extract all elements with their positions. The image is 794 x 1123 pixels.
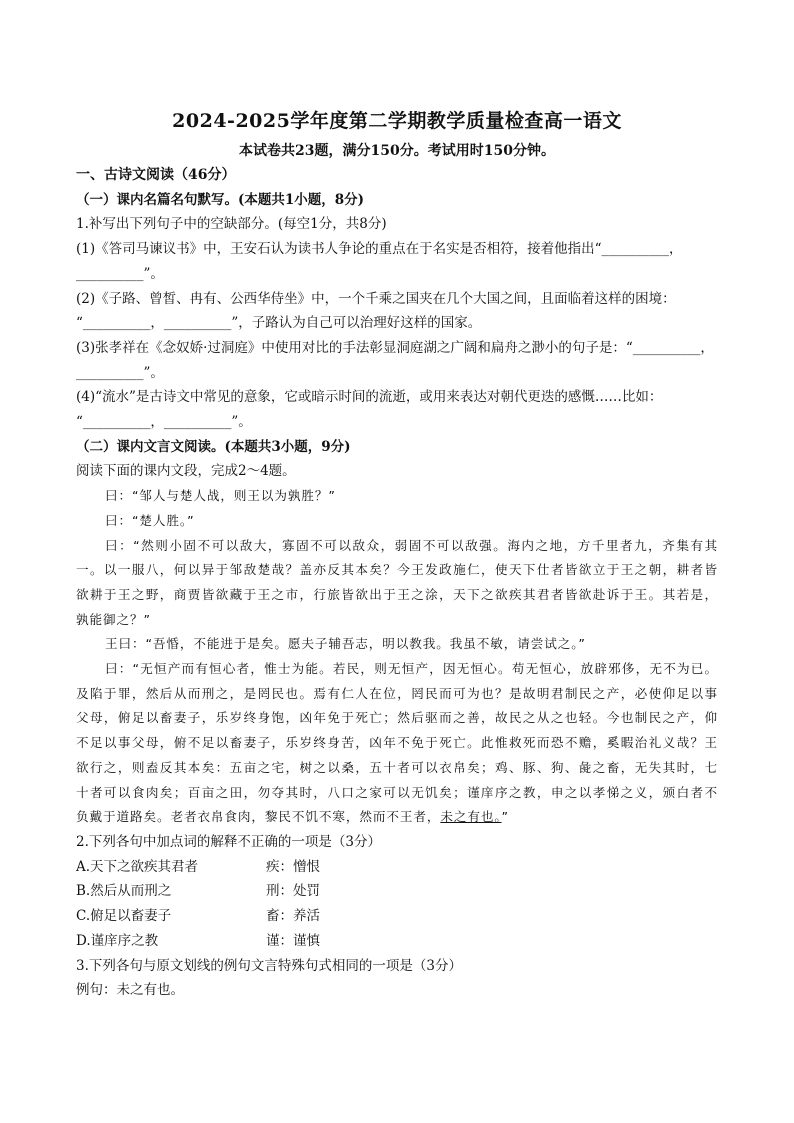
passage-line: 孰能御之？” bbox=[76, 611, 151, 627]
passage-line: 曰：“邹人与楚人战，则王以为孰胜？” bbox=[105, 488, 336, 504]
option-gloss: 疾：憎恨 bbox=[266, 858, 320, 875]
question-3: 3.下列各句与原文划线的例句文言特殊句式相同的一项是（3分） bbox=[76, 957, 462, 974]
exam-subtitle: 本试卷共23题，满分150分。考试用时150分钟。 bbox=[239, 143, 555, 159]
sec2-heading: （二）课内文言文阅读。(本题共3小题，9分) bbox=[76, 438, 351, 455]
option-sentence: A.天下之欲疾其君者 bbox=[76, 858, 199, 875]
q1-line: (4)“流水”是古诗文中常见的意象，它或暗示时间的流逝，或用来表达对朝代更迭的感慨……比如： bbox=[76, 389, 663, 406]
exam-title: 2024-2025学年度第二学期教学质量检查高一语文 bbox=[172, 110, 622, 132]
passage-line: 曰：“然则小固不可以敌大，寡固不可以敌众，弱固不可以敌强。海内之地，方千里者九，齐集有其 bbox=[105, 537, 718, 553]
option-gloss: 畜：养活 bbox=[266, 908, 320, 925]
option-d bbox=[76, 929, 718, 954]
passage-line: 曰：“楚人胜。” bbox=[105, 512, 195, 528]
q1-line: (2)《子路、曾皙、冉有、公西华侍坐》中，一个千乘之国夹在几个大国之间，且面临着这样的困境： bbox=[76, 290, 676, 307]
question-1: 1.补写出下列句子中的空缺部分。(每空1分，共8分) bbox=[76, 216, 387, 233]
option-c bbox=[76, 904, 718, 929]
passage-text: 负戴于道路矣。老者衣帛食肉，黎民不饥不寒，然而不王者， bbox=[76, 809, 441, 825]
classical-passage bbox=[76, 484, 718, 830]
q1-line: “__________，__________”，子路认为自己可以治理好这样的国家。 bbox=[76, 315, 482, 332]
q1-line: __________”。 bbox=[76, 364, 164, 381]
passage-line-last bbox=[76, 805, 718, 830]
option-b bbox=[76, 879, 718, 904]
passage-line: 不足以事父母，俯不足以畜妻子，乐岁终身苦，凶年不免于死亡。此惟救死而恐不赡，奚暇治礼义哉？王 bbox=[76, 735, 718, 751]
part1-heading: 一、古诗文阅读（46分） bbox=[76, 167, 236, 183]
q1-line: “__________，__________”。 bbox=[76, 414, 252, 431]
passage-line: 欲耕于王之野，商贾皆欲藏于王之市，行旅皆欲出于王之涂，天下之欲疾其君者皆欲赴诉于王。其若是， bbox=[76, 586, 718, 602]
closing-quote: ” bbox=[501, 809, 509, 825]
option-sentence: D.谨庠序之教 bbox=[76, 932, 159, 949]
option-gloss: 刑：处罚 bbox=[266, 883, 320, 900]
passage-line: 父母，俯足以畜妻子，乐岁终身饱，凶年免于死亡；然后驱而之善，故民之从之也轻。今也制民之产，仰 bbox=[76, 710, 718, 726]
passage-line: 十者可以食肉矣；百亩之田，勿夺其时，八口之家可以无饥矣；谨庠序之教，申之以孝悌之义，颁白者不 bbox=[76, 784, 718, 800]
passage-line: 王曰：“吾惛，不能进于是矣。愿夫子辅吾志，明以教我。我虽不敏，请尝试之。” bbox=[105, 636, 586, 652]
example-sentence: 例句：未之有也。 bbox=[76, 982, 184, 999]
q1-line: __________”。 bbox=[76, 265, 164, 282]
q1-line: (1)《答司马谏议书》中，王安石认为读书人争论的重点在于名实是否相符，接着他指出“__________， bbox=[76, 241, 683, 258]
q1-line: (3)张孝祥在《念奴娇·过洞庭》中使用对比的手法彰显洞庭湖之广阔和扁舟之渺小的句子是：“__________， bbox=[76, 339, 714, 356]
option-gloss: 谨：谨慎 bbox=[266, 932, 320, 949]
passage-line: 曰：“无恒产而有恒心者，惟士为能。若民，则无恒产，因无恒心。苟无恒心，放辟邪侈，无不为已。 bbox=[105, 661, 718, 677]
passage-line: 欲行之，则盍反其本矣：五亩之宅，树之以桑，五十者可以衣帛矣；鸡、豚、狗、彘之畜，无失其时，七 bbox=[76, 759, 718, 775]
exam-content bbox=[76, 163, 718, 1003]
underlined-example: 未之有也。 bbox=[440, 809, 502, 825]
passage-line: 一。以一服八，何以异于邹敌楚哉？盖亦反其本矣？今王发政施仁，使天下仕者皆欲立于王之朝，耕者皆 bbox=[76, 562, 718, 578]
sec2-intro: 阅读下面的课内文段，完成2～4题。 bbox=[76, 463, 296, 480]
option-a bbox=[76, 855, 718, 880]
passage-line: 及陷于罪，然后从而刑之，是罔民也。焉有仁人在位，罔民而可为也？是故明君制民之产，必使仰足以事 bbox=[76, 685, 718, 701]
question-2: 2.下列各句中加点词的解释不正确的一项是（3分） bbox=[76, 833, 381, 850]
option-sentence: B.然后从而刑之 bbox=[76, 883, 172, 900]
sec1-heading: （一）课内名篇名句默写。(本题共1小题，8分) bbox=[76, 191, 365, 208]
option-sentence: C.俯足以畜妻子 bbox=[76, 908, 172, 925]
